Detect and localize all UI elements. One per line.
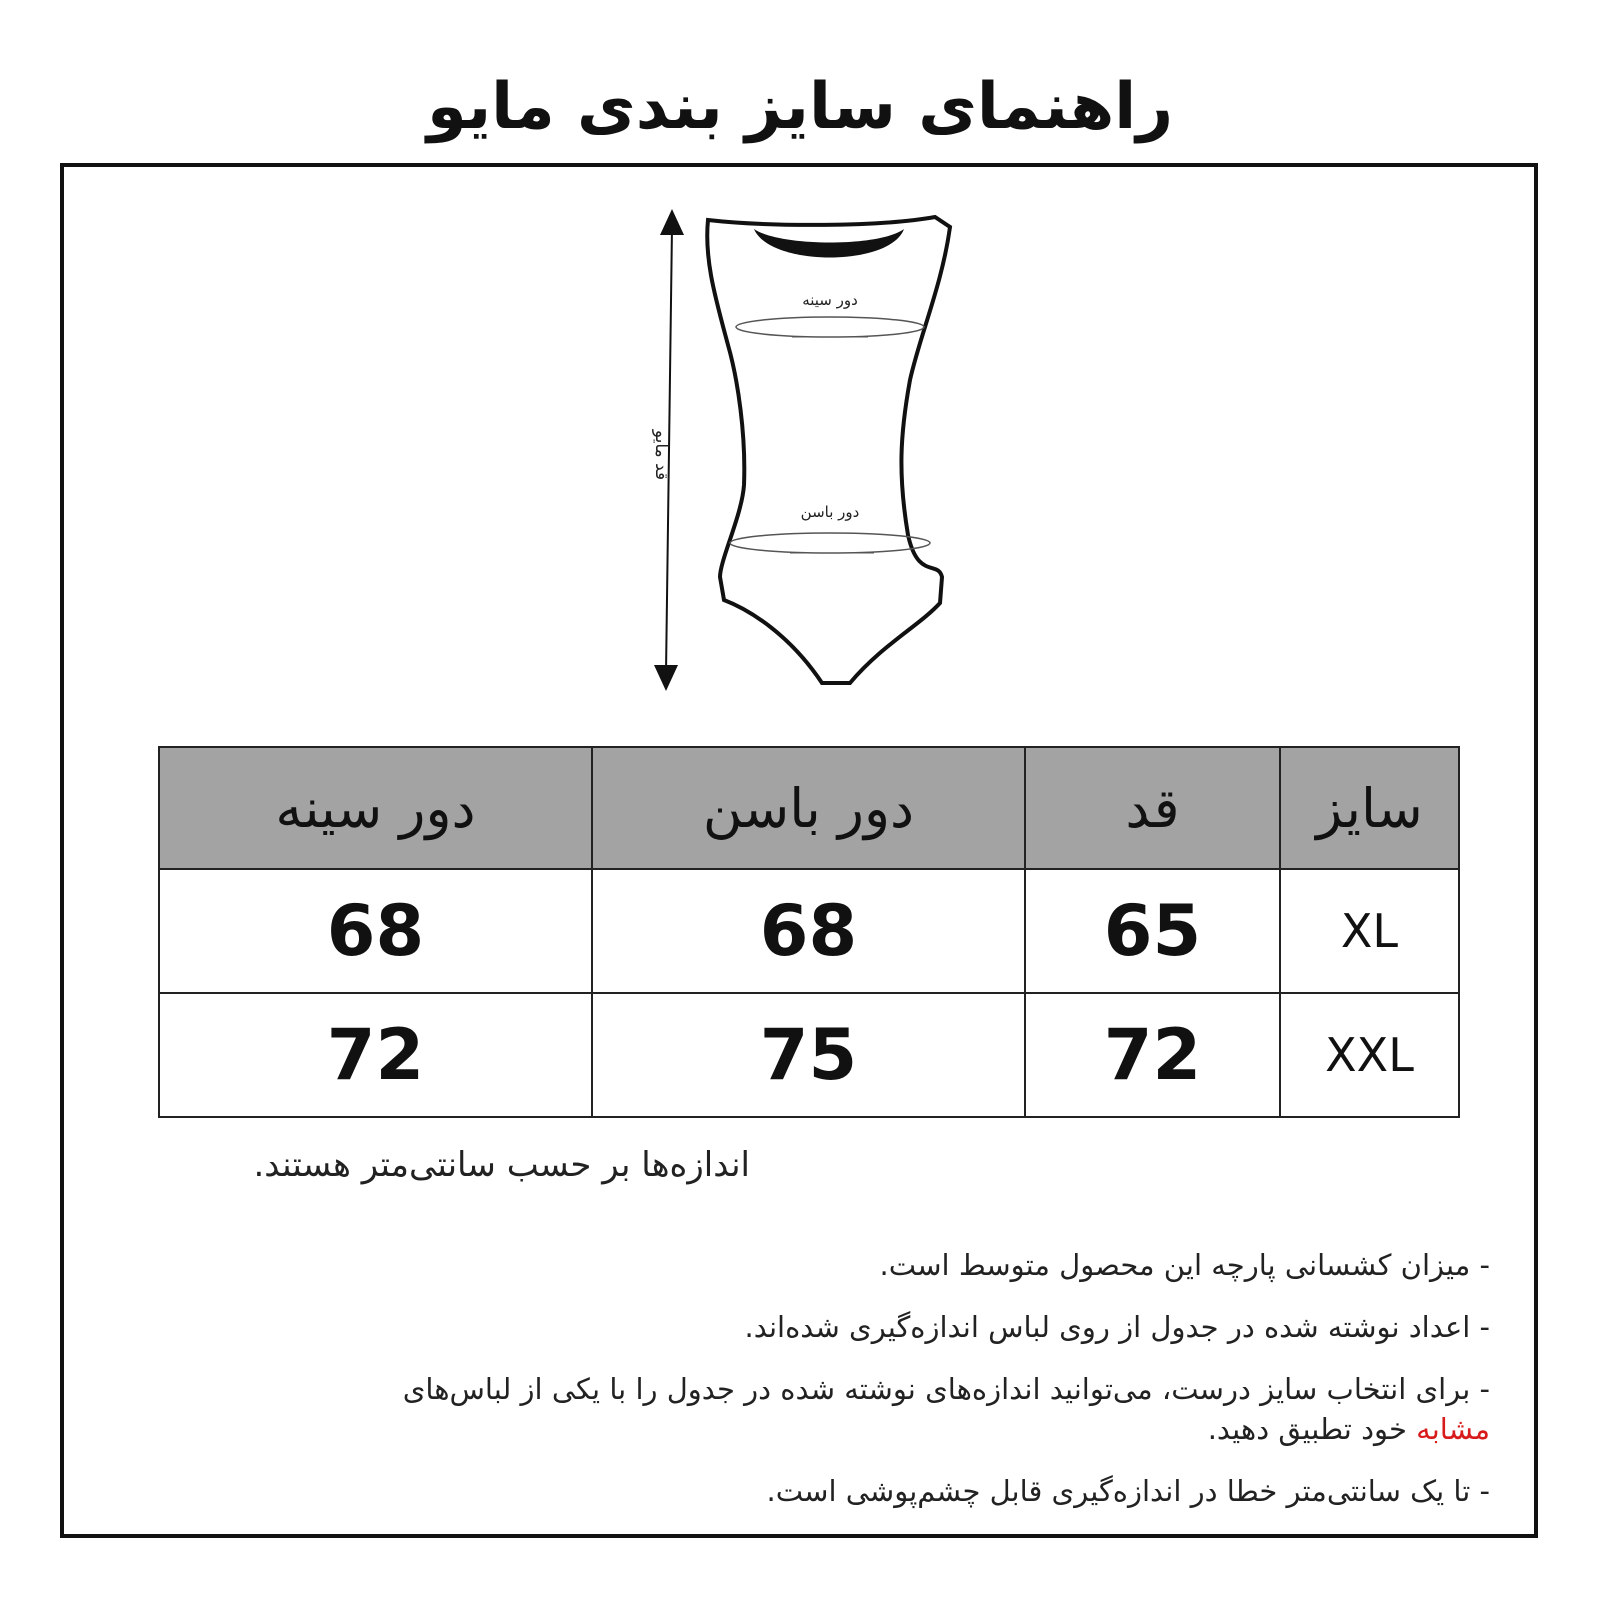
note-item bbox=[310, 1307, 1490, 1347]
size-table bbox=[158, 746, 1460, 1118]
note-text: - اعداد نوشته شده در جدول از روی لباس اندازه‌گیری شده‌اند. bbox=[744, 1310, 1490, 1344]
note-text: - برای انتخاب سایز درست، می‌توانید اندازه‌های نوشته شده در جدول را با یکی از لباس‌های bbox=[402, 1372, 1490, 1406]
length-label: قد مایو bbox=[651, 429, 671, 481]
cell-hip: 75 bbox=[592, 993, 1025, 1117]
cell-chest: 68 bbox=[159, 869, 592, 993]
note-item bbox=[310, 1369, 1490, 1449]
page-title: راهنمای سایز بندی مایو bbox=[426, 70, 1174, 144]
notes-list bbox=[310, 1245, 1490, 1533]
cell-length: 65 bbox=[1025, 869, 1280, 993]
cell-size: XL bbox=[1280, 869, 1459, 993]
cell-length: 72 bbox=[1025, 993, 1280, 1117]
length-arrow-bottom-icon bbox=[654, 665, 678, 691]
swimsuit-outline bbox=[707, 217, 950, 683]
note-text: - تا یک سانتی‌متر خطا در اندازه‌گیری قابل چشم‌پوشی است. bbox=[766, 1474, 1490, 1508]
header-chest: دور سینه bbox=[159, 747, 592, 869]
table-row bbox=[159, 993, 1459, 1117]
note-item bbox=[310, 1245, 1490, 1285]
header-hip: دور باسن bbox=[592, 747, 1025, 869]
unit-note: اندازه‌ها بر حسب سانتی‌متر هستند. bbox=[253, 1145, 750, 1185]
cell-chest: 72 bbox=[159, 993, 592, 1117]
note-tail: خود تطبیق دهید. bbox=[1207, 1412, 1417, 1446]
length-arrow-top-icon bbox=[660, 209, 684, 235]
chest-label: دور سینه bbox=[802, 291, 858, 309]
note-text: - میزان کشسانی پارچه این محصول متوسط است. bbox=[879, 1248, 1490, 1282]
table-header-row bbox=[159, 747, 1459, 869]
note-item bbox=[310, 1471, 1490, 1511]
header-length: قد bbox=[1025, 747, 1280, 869]
hip-label: دور باسن bbox=[800, 503, 860, 521]
note-highlight: مشابه bbox=[1416, 1412, 1490, 1446]
cell-size: XXL bbox=[1280, 993, 1459, 1117]
swimsuit-illustration bbox=[620, 205, 980, 695]
swimsuit-diagram bbox=[620, 205, 980, 695]
table-row bbox=[159, 869, 1459, 993]
cell-hip: 68 bbox=[592, 869, 1025, 993]
header-size: سایز bbox=[1280, 747, 1459, 869]
